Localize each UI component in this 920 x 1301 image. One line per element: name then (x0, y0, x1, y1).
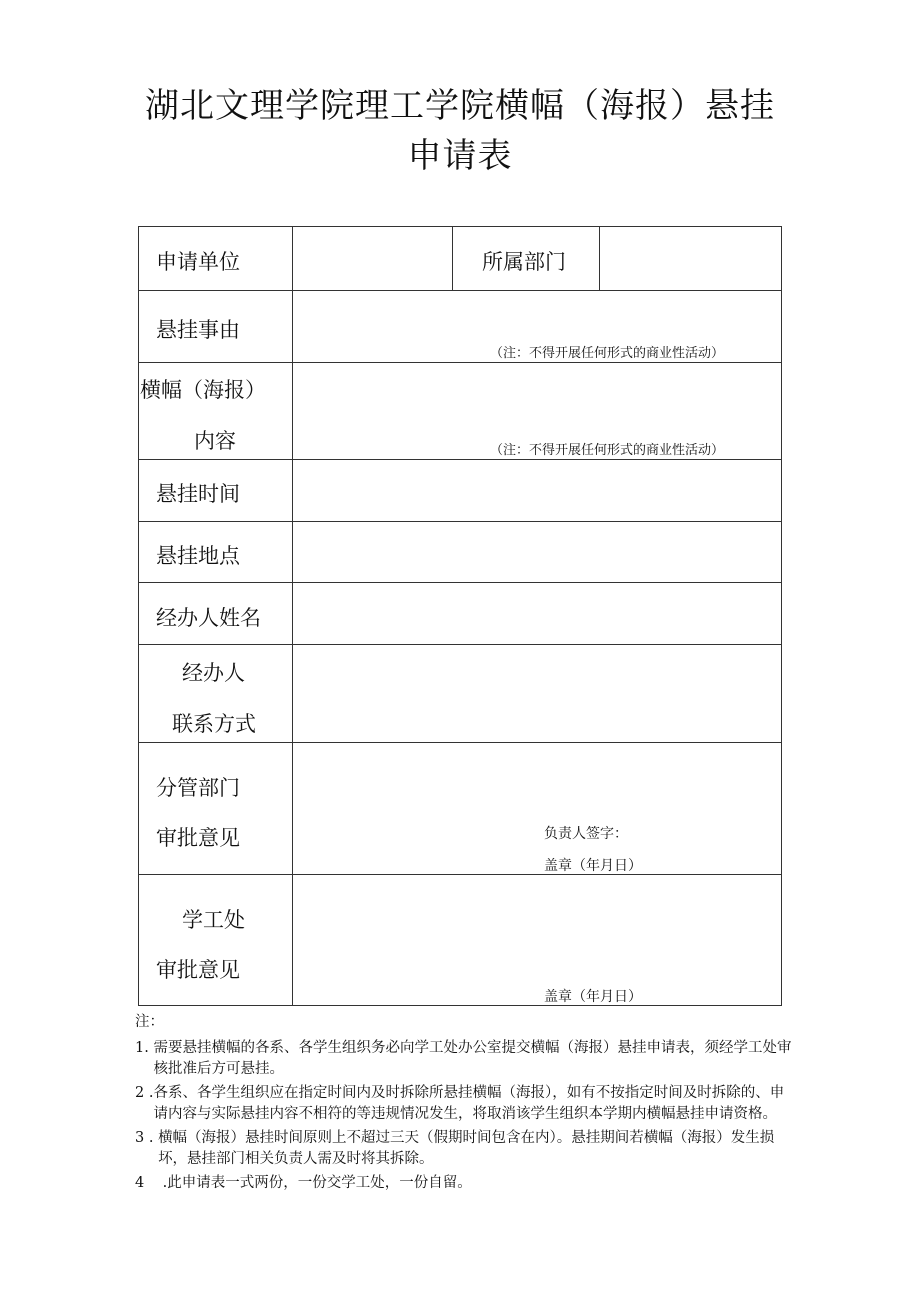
note-number: 1. (135, 1040, 154, 1056)
note-item (135, 1038, 795, 1080)
apply-unit-label: 申请单位 (156, 250, 240, 274)
content-label-line2: 内容 (194, 429, 236, 453)
note-number: 3 . (135, 1130, 159, 1146)
row-divider (138, 874, 782, 875)
handler-contact-label-line2: 联系方式 (172, 712, 256, 736)
column-divider (452, 226, 453, 290)
row-divider (138, 362, 782, 363)
row-divider (138, 644, 782, 645)
handler-name-field[interactable] (294, 584, 780, 642)
document-title: 湖北文理学院理工学院横幅（海报）悬挂 (145, 86, 775, 126)
office-approval-field[interactable] (294, 876, 780, 1003)
place-label: 悬挂地点 (156, 544, 240, 568)
note-text: 需要悬挂横幅的各系、各学生组织务必向学工处办公室提交横幅（海报）悬挂申请表，须经学工处审核批准后方可悬挂。 (153, 1040, 792, 1077)
note-text: 横幅（海报）悬挂时间原则上不超过三天（假期时间包含在内）。悬挂期间若横幅（海报）发生损坏，悬挂部门相关负责人需及时将其拆除。 (158, 1130, 775, 1167)
note-item (135, 1083, 795, 1125)
table-border-left (138, 226, 139, 1006)
handler-contact-label: 经办人 (182, 661, 245, 685)
department-label: 所属部门 (482, 250, 566, 274)
office-approval-label-line2: 审批意见 (156, 958, 240, 982)
table-border-bottom (138, 1005, 782, 1006)
document-title-line2: 申请表 (407, 136, 513, 176)
row-divider (138, 521, 782, 522)
office-approval-label: 学工处 (182, 908, 245, 932)
reason-label: 悬挂事由 (156, 318, 240, 342)
dept-approval-label-line2: 审批意见 (156, 826, 240, 850)
table-border-right (781, 226, 782, 1006)
office-stamp-label: 盖章（年月日） (544, 989, 642, 1005)
time-field[interactable] (294, 461, 780, 519)
handler-contact-field[interactable] (294, 646, 780, 740)
note-number: 4 (135, 1175, 163, 1191)
table-border-top (138, 226, 782, 227)
column-divider (599, 226, 600, 290)
content-note: （注：不得开展任何形式的商业性活动） (490, 443, 725, 458)
label-column-divider (292, 226, 293, 1006)
content-label: 横幅（海报） (140, 378, 266, 402)
application-form-table (138, 226, 782, 1006)
department-field[interactable] (601, 228, 779, 288)
note-item (135, 1128, 795, 1170)
reason-note: （注：不得开展任何形式的商业性活动） (490, 346, 725, 361)
note-item (135, 1173, 795, 1194)
apply-unit-field[interactable] (294, 228, 450, 288)
row-divider (138, 582, 782, 583)
dept-approval-label: 分管部门 (156, 776, 240, 800)
dept-signature-label: 负责人签字： (544, 826, 628, 842)
note-text: .此申请表一式两份，一份交学工处，一份自留。 (162, 1175, 472, 1191)
time-label: 悬挂时间 (156, 482, 240, 506)
dept-stamp-label: 盖章（年月日） (544, 858, 642, 874)
notes-section (135, 1012, 795, 1197)
note-number: 2 . (135, 1085, 154, 1101)
place-field[interactable] (294, 523, 780, 580)
row-divider (138, 742, 782, 743)
note-text: 各系、各学生组织应在指定时间内及时拆除所悬挂横幅（海报），如有不按指定时间及时拆除的、申请内容与实际悬挂内容不相符的等违规情况发生，将取消该学生组织本学期内横幅悬挂申请资格。 (153, 1085, 785, 1122)
row-divider (138, 459, 782, 460)
row-divider (138, 290, 782, 291)
handler-name-label: 经办人姓名 (156, 606, 261, 630)
notes-heading: 注： (135, 1014, 164, 1030)
dept-approval-field[interactable] (294, 744, 780, 872)
